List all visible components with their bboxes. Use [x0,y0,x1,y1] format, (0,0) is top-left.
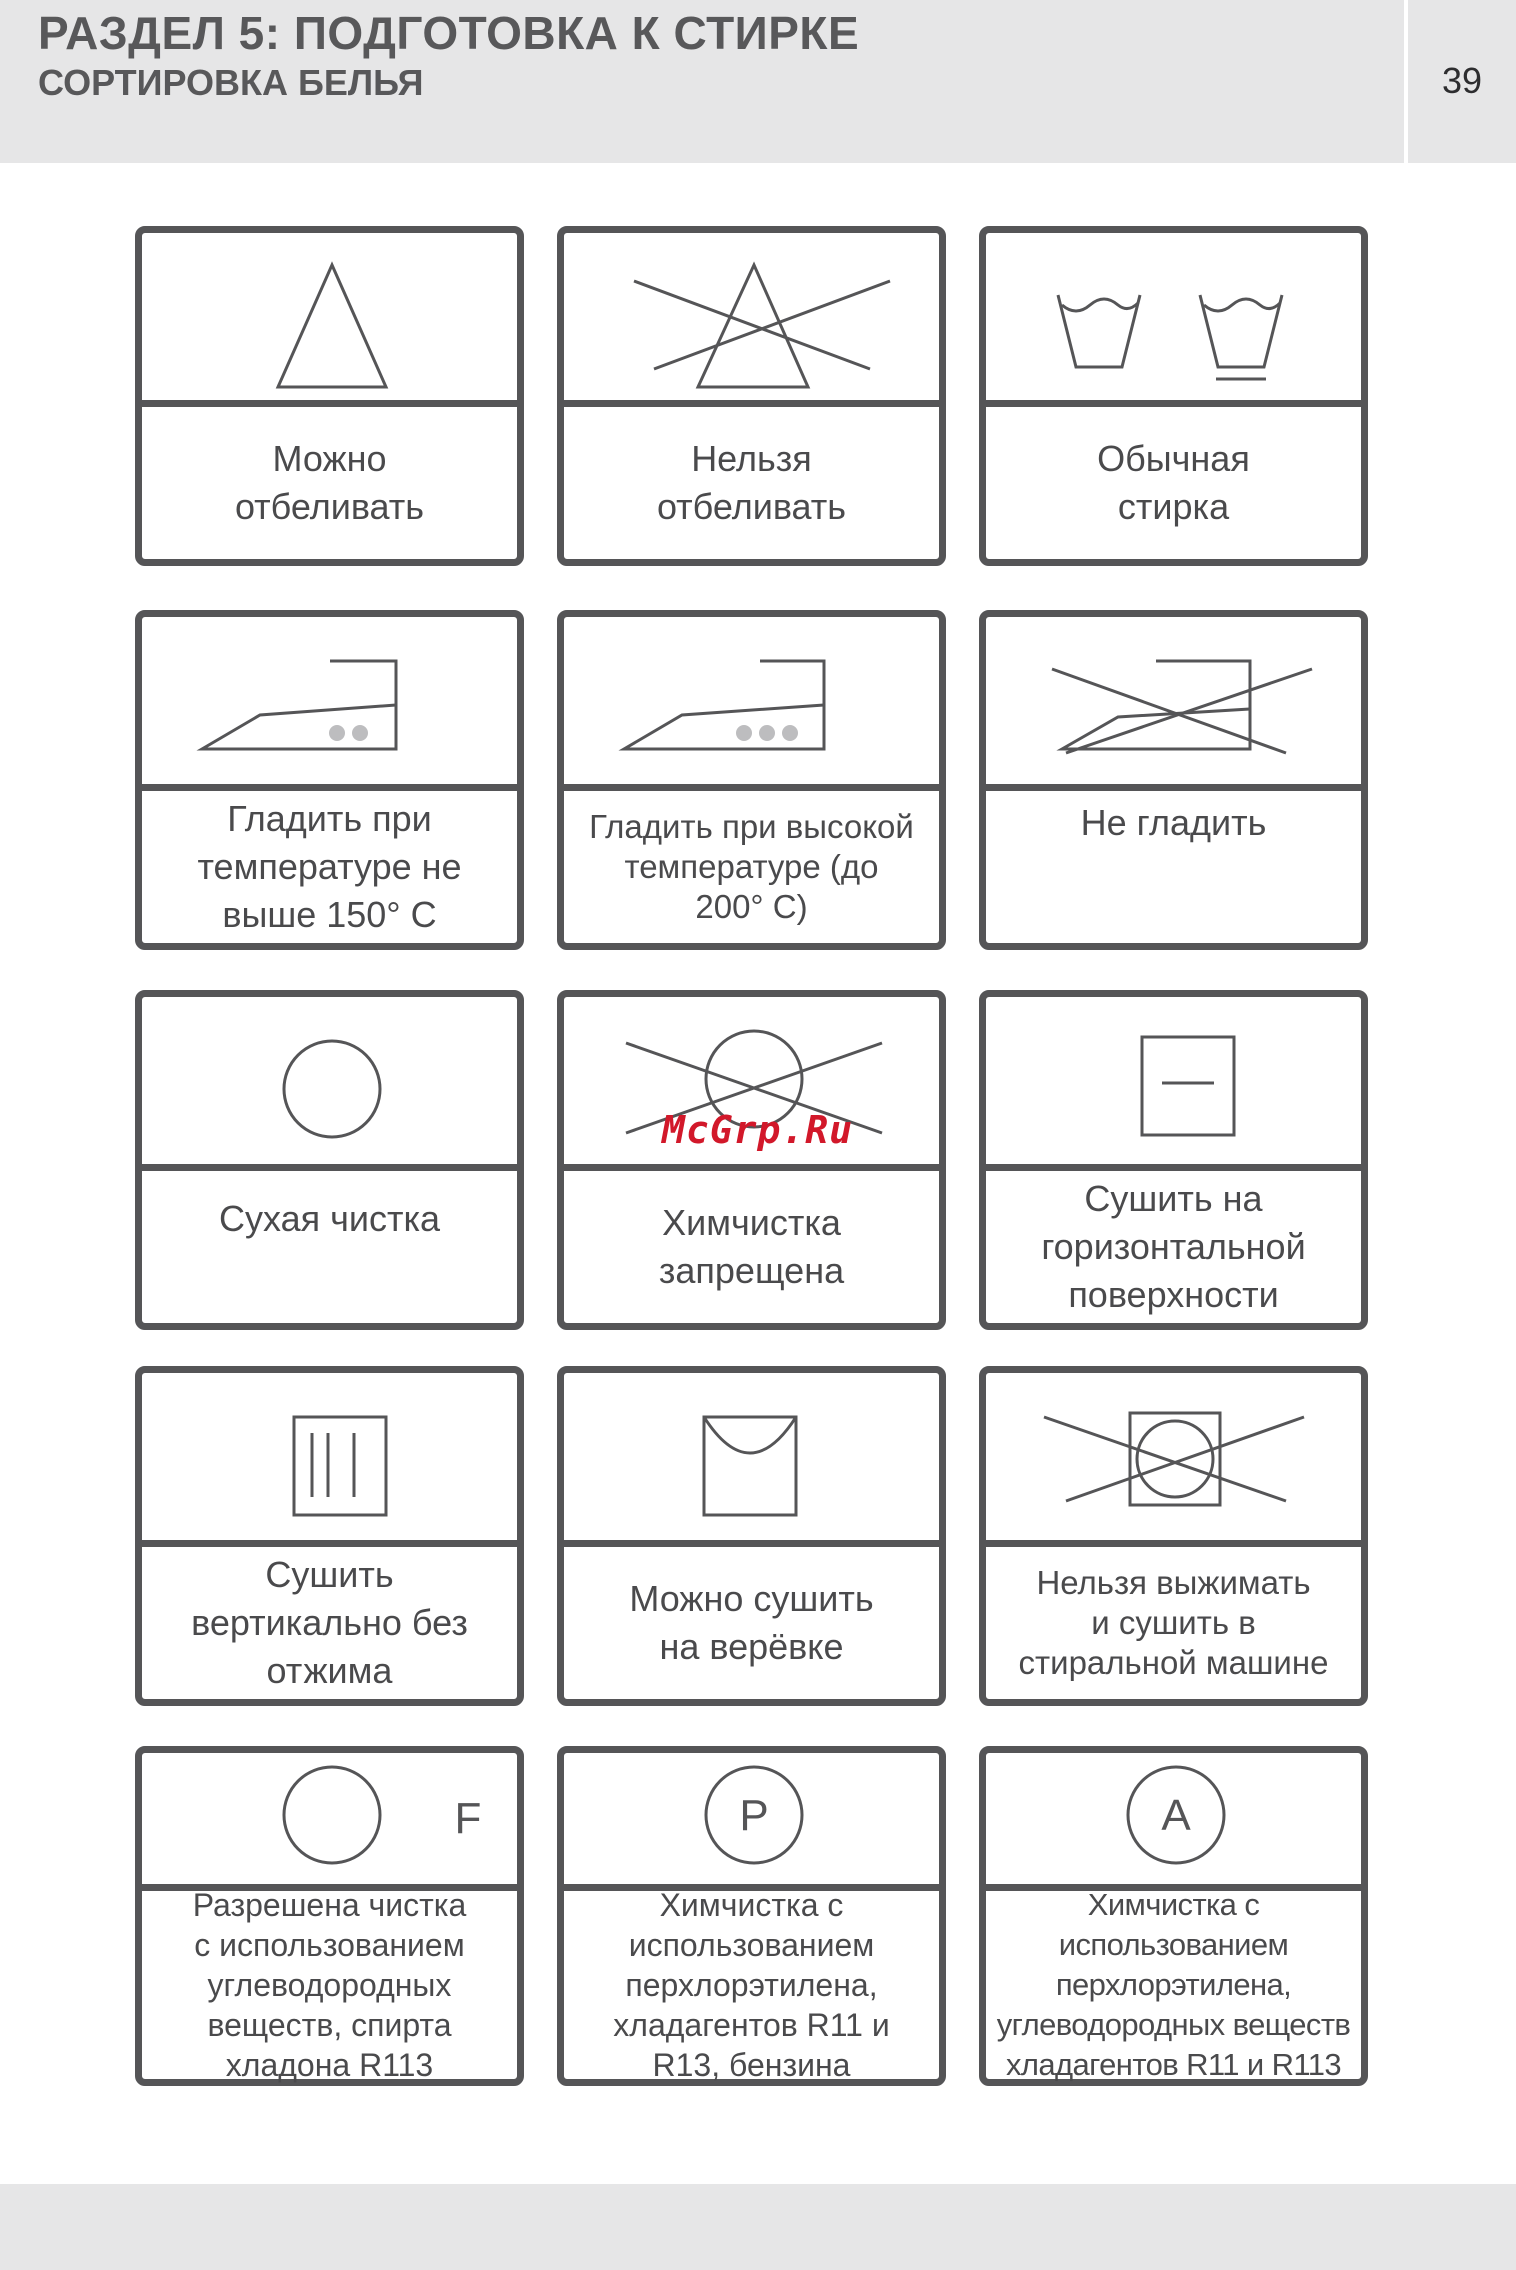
no-bleach-icon [564,233,939,396]
card-divider [986,1164,1361,1171]
symbol-card-bleach [135,226,524,566]
symbol-card-iron-150 [135,610,524,950]
symbol-card-no-bleach [557,226,946,566]
dry-clean-circle-icon [142,997,517,1160]
symbol-card-dry-clean-p [557,1746,946,2086]
card-divider [564,400,939,407]
svg-text:A: A [1161,1791,1191,1840]
symbol-label: Химчистка с использованием перхлорэтилена, хладагентов R11 и R13, бензина [613,1887,890,2083]
symbol-card-no-dry-clean [557,990,946,1330]
symbol-label: Разрешена чистка с использованием углеводородных веществ, спирта хладона R113 [192,1887,467,2083]
drip-dry-icon [142,1373,517,1536]
dry-flat-icon [986,997,1361,1160]
symbol-label: Можно отбеливать [234,438,425,527]
card-divider [564,1540,939,1547]
page-number: 39 [1441,60,1483,101]
card-divider [142,784,517,791]
symbol-label: Сушить на горизонтальной поверхности [1041,1178,1306,1315]
no-iron-icon [986,617,1361,780]
symbol-card-no-iron [979,610,1368,950]
symbol-card-drip-dry [135,1366,524,1706]
symbol-label: Нельзя выжимать и сушить в стиральной машине [1018,1564,1329,1681]
card-divider [564,784,939,791]
symbol-card-normal-wash [979,226,1368,566]
card-divider [986,1540,1361,1547]
footer-bar [0,2184,1516,2270]
symbol-label: Гладить при высокой температуре (до 200° С) [589,808,914,925]
symbol-label: Химчистка с использованием перхлорэтилена, углеводородных веществ хладагентов R11 и R113 [996,1887,1351,2082]
iron-three-dots-icon [564,617,939,780]
svg-text:P: P [739,1791,769,1840]
section-subtitle: СОРТИРОВКА БЕЛЬЯ [38,62,424,103]
symbol-card-line-dry [557,1366,946,1706]
symbol-label: Сухая чистка [218,1198,441,1239]
iron-two-dots-icon [142,617,517,780]
svg-text:F: F [454,1794,482,1843]
no-tumble-dry-icon [986,1373,1361,1536]
symbol-label: Нельзя отбеливать [656,438,847,527]
card-divider [986,784,1361,791]
symbol-label: Обычная стирка [1097,438,1250,527]
symbol-card-dry-clean-f [135,1746,524,2086]
symbol-label: Сушить вертикально без отжима [191,1554,468,1691]
watermark-text: McGrp.Ru [662,1108,854,1152]
symbol-label: Можно сушить на верёвке [629,1578,874,1667]
section-title: РАЗДЕЛ 5: ПОДГОТОВКА К СТИРКЕ [38,7,860,59]
card-divider [986,400,1361,407]
symbol-card-iron-200 [557,610,946,950]
symbol-card-dry-clean-a [979,1746,1368,2086]
card-divider [142,1540,517,1547]
symbol-card-dry-clean [135,990,524,1330]
bleach-triangle-icon [142,233,517,396]
card-divider [142,1164,517,1171]
line-dry-icon [564,1373,939,1536]
symbol-card-no-tumble-dry [979,1366,1368,1706]
symbol-label: Не гладить [1080,802,1267,843]
card-divider [142,400,517,407]
symbol-label: Гладить при температуре не выше 150° С [197,798,462,935]
symbol-label: Химчистка запрещена [658,1202,845,1291]
card-divider [564,1164,939,1171]
symbol-card-dry-flat [979,990,1368,1330]
wash-tub-icon [986,233,1361,396]
